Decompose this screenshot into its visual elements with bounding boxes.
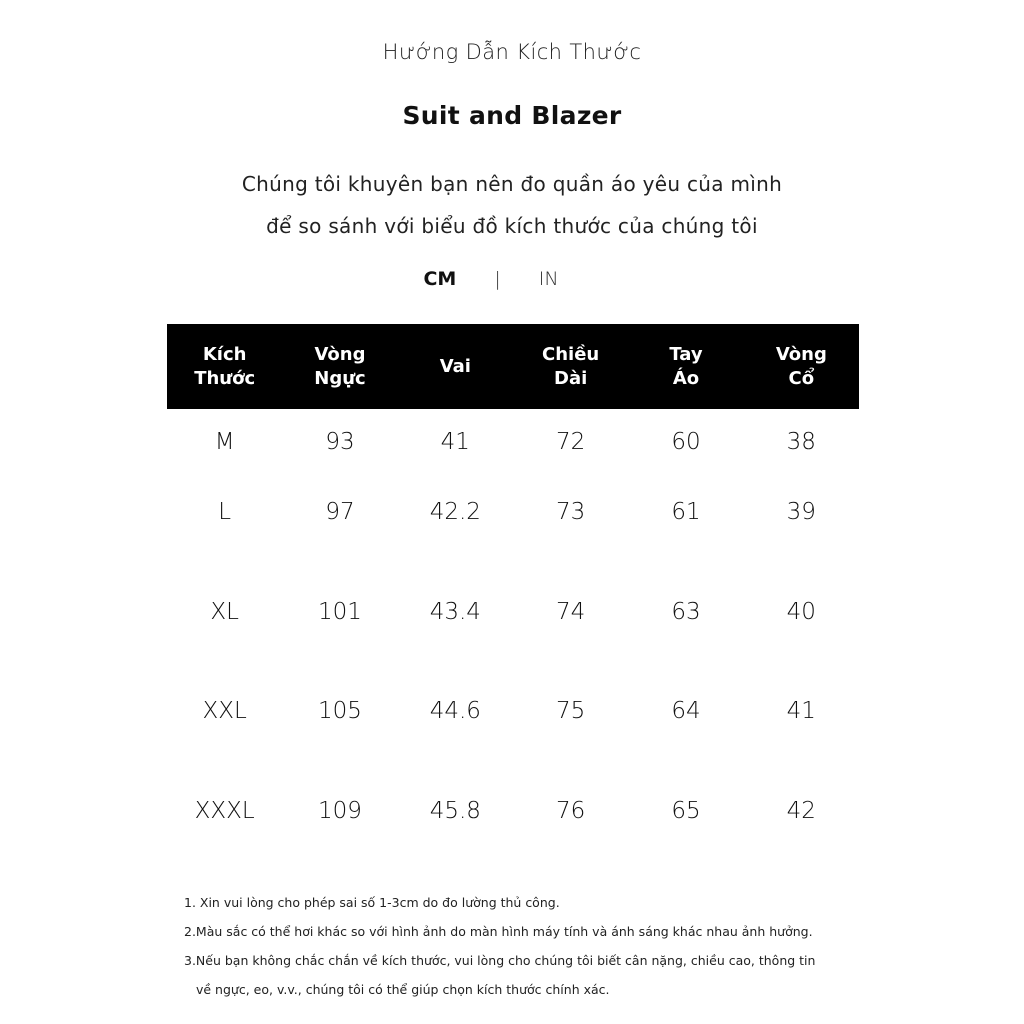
- table-row: [167, 479, 859, 579]
- cell-chest: 97: [325, 499, 355, 525]
- notes-section: [184, 888, 844, 1004]
- cell-chest: 93: [325, 429, 355, 455]
- page-title: Suit and Blazer: [402, 101, 622, 130]
- cell-size: L: [218, 499, 232, 525]
- cell-shoulder: 41: [440, 429, 470, 455]
- cell-length: 74: [556, 598, 586, 625]
- cell-neck: 39: [786, 499, 816, 525]
- cell-length: 75: [556, 698, 586, 724]
- note-3: 3.Nếu bạn không chắc chắn về kích thước, vui lòng cho chúng tôi biết cân nặng, chiều cao, thông tin: [184, 953, 816, 968]
- col-header-size: Kích Thước: [194, 343, 256, 389]
- unit-in-option[interactable]: IN: [538, 268, 559, 290]
- cell-size: M: [214, 429, 235, 455]
- cell-sleeve: 60: [671, 429, 701, 455]
- cell-neck: 38: [786, 429, 816, 455]
- cell-sleeve: 65: [671, 797, 701, 824]
- unit-separator: |: [494, 268, 501, 290]
- table-row: [167, 409, 859, 479]
- cell-sleeve: 61: [671, 499, 701, 525]
- cell-length: 72: [556, 429, 586, 455]
- cell-sleeve: 64: [671, 698, 701, 724]
- cell-size: XXXL: [194, 797, 255, 824]
- table-header-row: [167, 324, 859, 409]
- unit-cm-option[interactable]: CM: [423, 268, 457, 290]
- cell-chest: 109: [318, 797, 362, 824]
- cell-shoulder: 44.6: [429, 698, 481, 724]
- cell-chest: 101: [318, 598, 362, 625]
- col-header-chest: Vòng Ngực: [314, 343, 366, 389]
- table-row: [167, 678, 859, 778]
- cell-neck: 42: [786, 797, 816, 824]
- table-row: [167, 579, 859, 679]
- cell-length: 73: [556, 499, 586, 525]
- cell-neck: 40: [786, 598, 816, 625]
- cell-shoulder: 42.2: [429, 499, 481, 525]
- col-header-sleeve: Tay Áo: [669, 343, 703, 389]
- unit-toggle: [0, 268, 1024, 290]
- page-subtitle: [0, 163, 1024, 247]
- col-header-shoulder: Vai: [439, 355, 471, 377]
- note-2: 2.Màu sắc có thể hơi khác so với hình ảnh do màn hình máy tính và ánh sáng khác nhau ảnh hưởng.: [184, 924, 813, 939]
- col-header-neck: Vòng Cổ: [775, 343, 827, 389]
- cell-chest: 105: [318, 698, 362, 724]
- col-header-length: Chiều Dài: [542, 343, 600, 389]
- note-1: 1. Xin vui lòng cho phép sai số 1-3cm do đo lường thủ công.: [184, 895, 560, 910]
- subtitle-line-2: để so sánh với biểu đồ kích thước của chúng tôi: [266, 214, 758, 238]
- cell-sleeve: 63: [671, 598, 701, 625]
- page-heading: Hướng Dẫn Kích Thước: [382, 40, 642, 64]
- cell-shoulder: 43.4: [429, 598, 481, 625]
- table-row: [167, 778, 859, 878]
- cell-size: XXL: [202, 698, 247, 724]
- cell-size: XL: [210, 598, 239, 625]
- cell-shoulder: 45.8: [429, 797, 481, 824]
- cell-length: 76: [556, 797, 586, 824]
- cell-neck: 41: [786, 698, 816, 724]
- note-3-continued: về ngực, eo, v.v., chúng tôi có thể giúp chọn kích thước chính xác.: [196, 982, 610, 997]
- size-chart-table: [167, 324, 859, 877]
- subtitle-line-1: Chúng tôi khuyên bạn nên đo quần áo yêu của mình: [241, 172, 783, 196]
